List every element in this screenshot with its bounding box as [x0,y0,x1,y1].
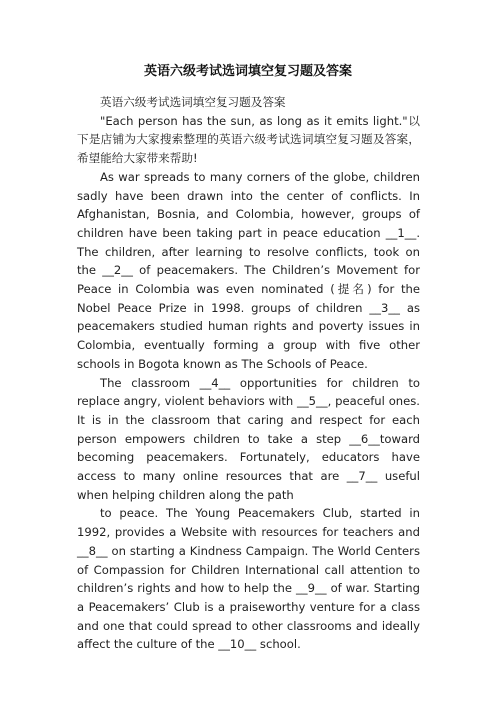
intro-heading-paragraph: 英语六级考试选词填空复习题及答案 [100,95,286,109]
passage-paragraph-3: to peace. The Young Peacemakers Club, started in 1992, provides a Website with resources for teachers and __8__ on starting a Kindness Campaign. The World Centers of Compassion for Children International call attention to children’s rights and how to help the __9__ of war. Starting a Peacemakers’ Club is a praiseworthy venture for a class and one that could spread to other classrooms and ideally affect the culture of the __10__ school. [77,506,420,652]
passage-paragraph-1: As war spreads to many corners of the globe, children sadly have been drawn into the center of conflicts. In Afghanistan, Bosnia, and Colombia, however, groups of children have been taking part in peace education __1__. The children, after learning to resolve conflicts, took on the __2__ of peacemakers. The Children’s Movement for Peace in Colombia was even nominated (提名) for the Nobel Peace Prize in 1998. groups of children __3__ as peacemakers studied human rights and poverty issues in Colombia, eventually forming a group with five other schools in Bogota known as The Schools of Peace. [77,169,420,371]
intro-paragraph: "Each person has the sun, as long as it emits light."以下是店铺为大家搜索整理的英语六级考试选词填空复习题及答案，希望能给大家带来帮助! [77,113,420,166]
passage-paragraph-2: The classroom __4__ opportunities for children to replace angry, violent behaviors with __5__, peaceful ones. It is in the classroom that caring and respect for each person empowers children to take a step __6__toward becoming peacemakers. Fortunately, educators have access to many online resources that are __7__ useful when helping children along the path [77,375,420,502]
document-body [77,93,420,654]
document-title: 英语六级考试选词填空复习题及答案 [143,64,352,79]
